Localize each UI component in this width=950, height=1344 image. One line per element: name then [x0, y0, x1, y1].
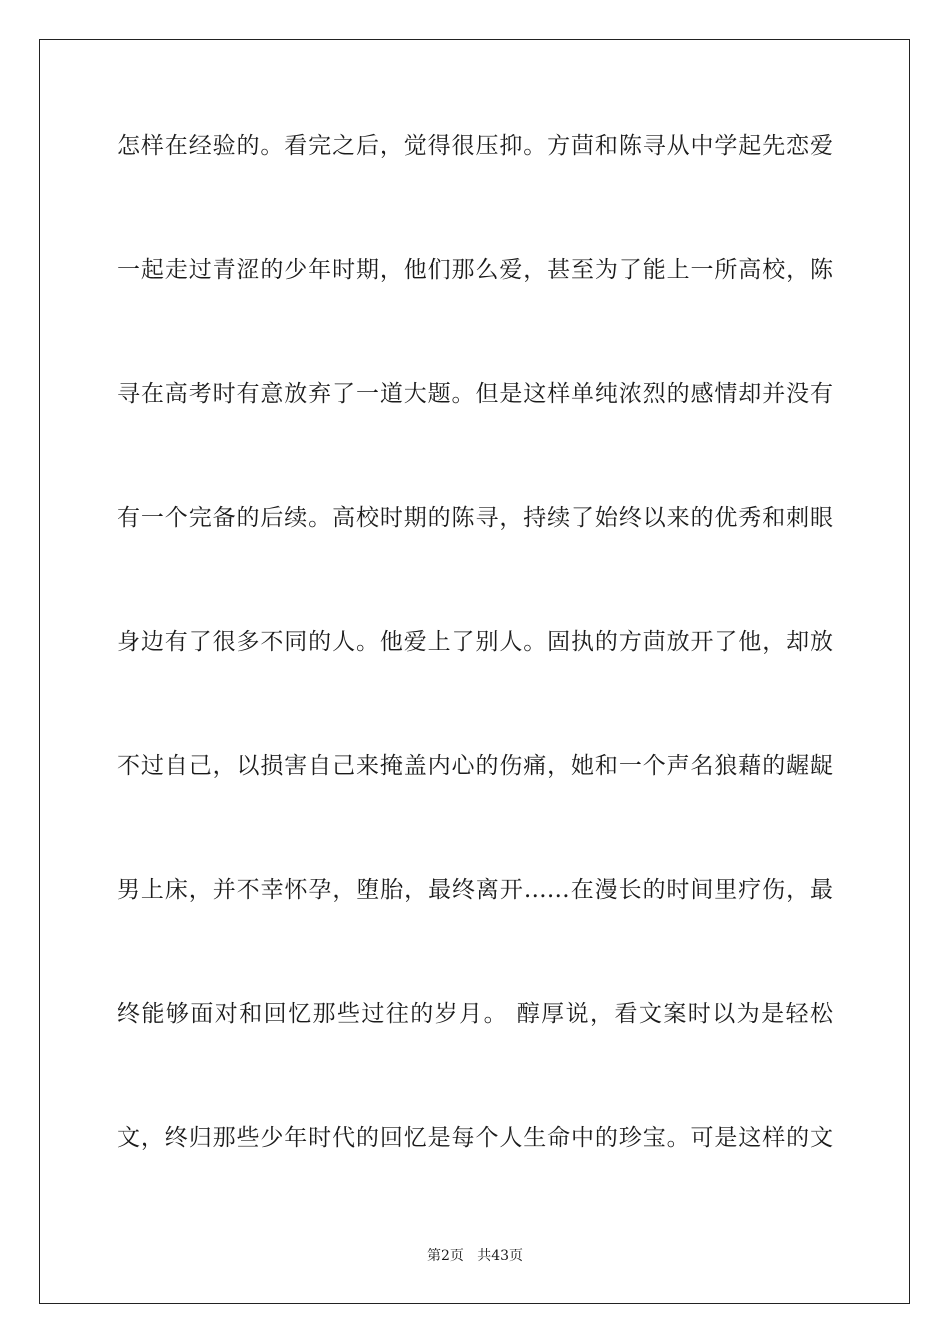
text-line: 男上床，并不幸怀孕，堕胎，最终离开……在漫长的时间里疗伤，最	[117, 877, 833, 903]
text-line: 不过自己，以损害自己来掩盖内心的伤痛，她和一个声名狼藉的龌龊	[117, 753, 833, 779]
text-line: 终能够面对和回忆那些过往的岁月。 醇厚说，看文案时以为是轻松	[117, 1001, 833, 1027]
page-number-footer: 第2页 共43页	[426, 1248, 524, 1264]
text-line: 怎样在经验的。看完之后，觉得很压抑。方茴和陈寻从中学起先恋爱	[117, 133, 833, 159]
text-line: 身边有了很多不同的人。他爱上了别人。固执的方茴放开了他，却放	[117, 629, 833, 655]
text-line: 一起走过青涩的少年时期，他们那么爱，甚至为了能上一所高校，陈	[117, 257, 833, 283]
body-text	[117, 129, 837, 1245]
text-line: 寻在高考时有意放弃了一道大题。但是这样单纯浓烈的感情却并没有	[117, 381, 833, 407]
text-line: 文，终归那些少年时代的回忆是每个人生命中的珍宝。可是这样的文	[117, 1125, 833, 1151]
text-line: 有一个完备的后续。高校时期的陈寻，持续了始终以来的优秀和刺眼	[117, 505, 833, 531]
